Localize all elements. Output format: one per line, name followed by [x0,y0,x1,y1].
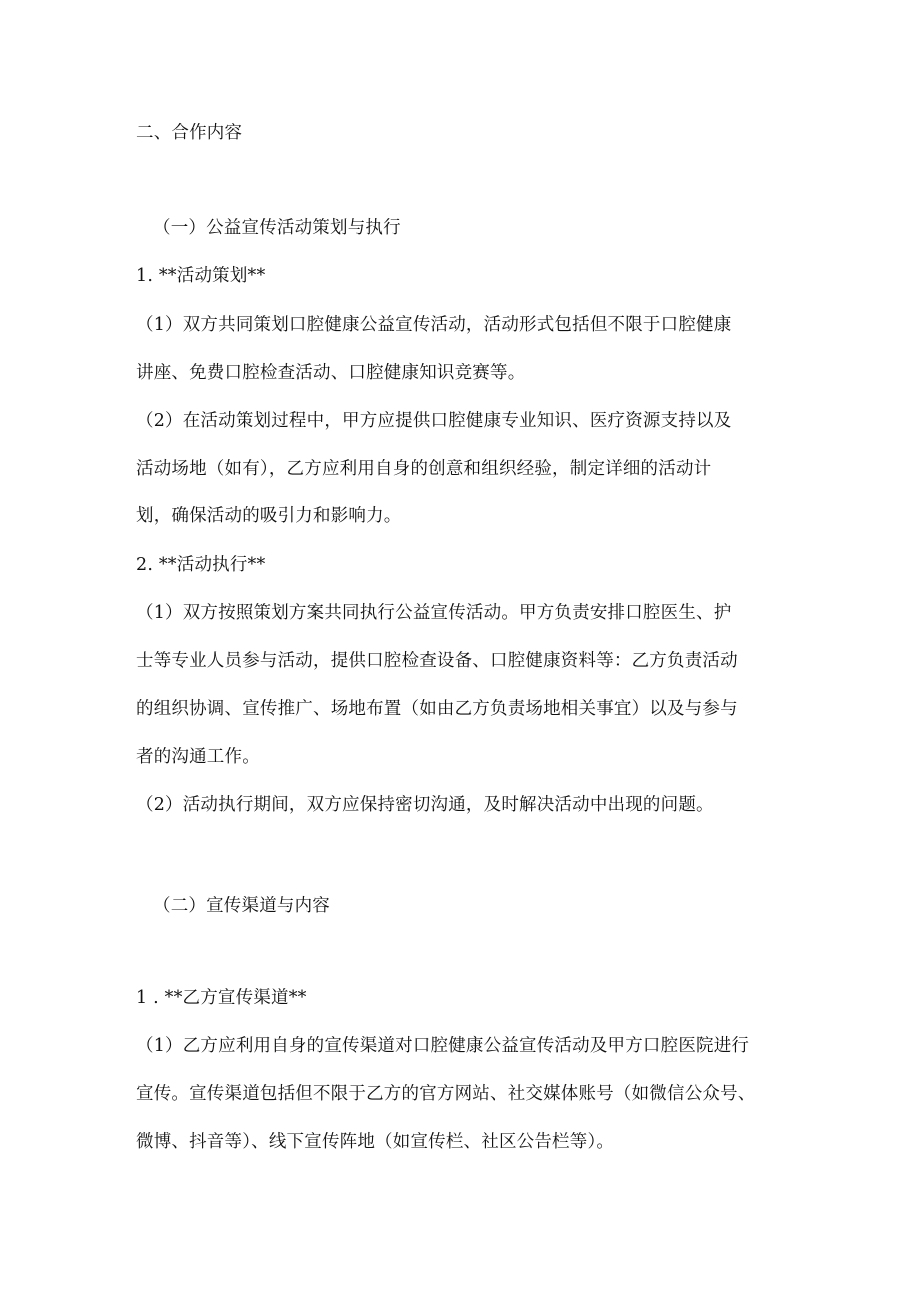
paragraph-line: 宣传。宣传渠道包括但不限于乙方的官方网站、社交媒体账号（如微信公众号、 [136,1084,756,1104]
paragraph-line: 者的沟通工作。 [136,747,260,767]
subsection-2-title: （二）宣传渠道与内容 [153,896,330,916]
item-heading-activity-execution: 2. **活动执行** [136,555,266,575]
paragraph-line: 微博、抖音等）、线下宣传阵地（如宣传栏、社区公告栏等）。 [136,1132,615,1152]
subsection-1-title: （一）公益宣传活动策划与执行 [153,218,401,238]
paragraph-line: 划，确保活动的吸引力和影响力。 [136,506,402,526]
paragraph-line: （2）在活动策划过程中，甲方应提供口腔健康专业知识、医疗资源支持以及 [136,411,732,431]
paragraph-line: 讲座、免费口腔检查活动、口腔健康知识竞赛等。 [136,363,526,383]
paragraph-line: 的组织协调、宣传推广、场地布置（如由乙方负责场地相关事宜）以及与参与 [136,699,738,719]
paragraph-line: （1）双方共同策划口腔健康公益宣传活动，活动形式包括但不限于口腔健康 [136,315,732,335]
paragraph-line: 活动场地（如有），乙方应利用自身的创意和组织经验，制定详细的活动计 [136,459,712,479]
paragraph-line: 士等专业人员参与活动，提供口腔检查设备、口腔健康资料等：乙方负责活动 [136,651,738,671]
paragraph-line: （2）活动执行期间，双方应保持密切沟通，及时解决活动中出现的问题。 [136,795,714,815]
paragraph-line: （1）乙方应利用自身的宣传渠道对口腔健康公益宣传活动及甲方口腔医院进行 [136,1036,750,1056]
section-heading: 二、合作内容 [136,123,243,143]
paragraph-line: （1）双方按照策划方案共同执行公益宣传活动。甲方负责安排口腔医生、护 [136,603,732,623]
item-heading-promotion-channels: 1 . **乙方宣传渠道** [136,988,307,1008]
item-heading-activity-planning: 1. **活动策划** [136,266,266,286]
